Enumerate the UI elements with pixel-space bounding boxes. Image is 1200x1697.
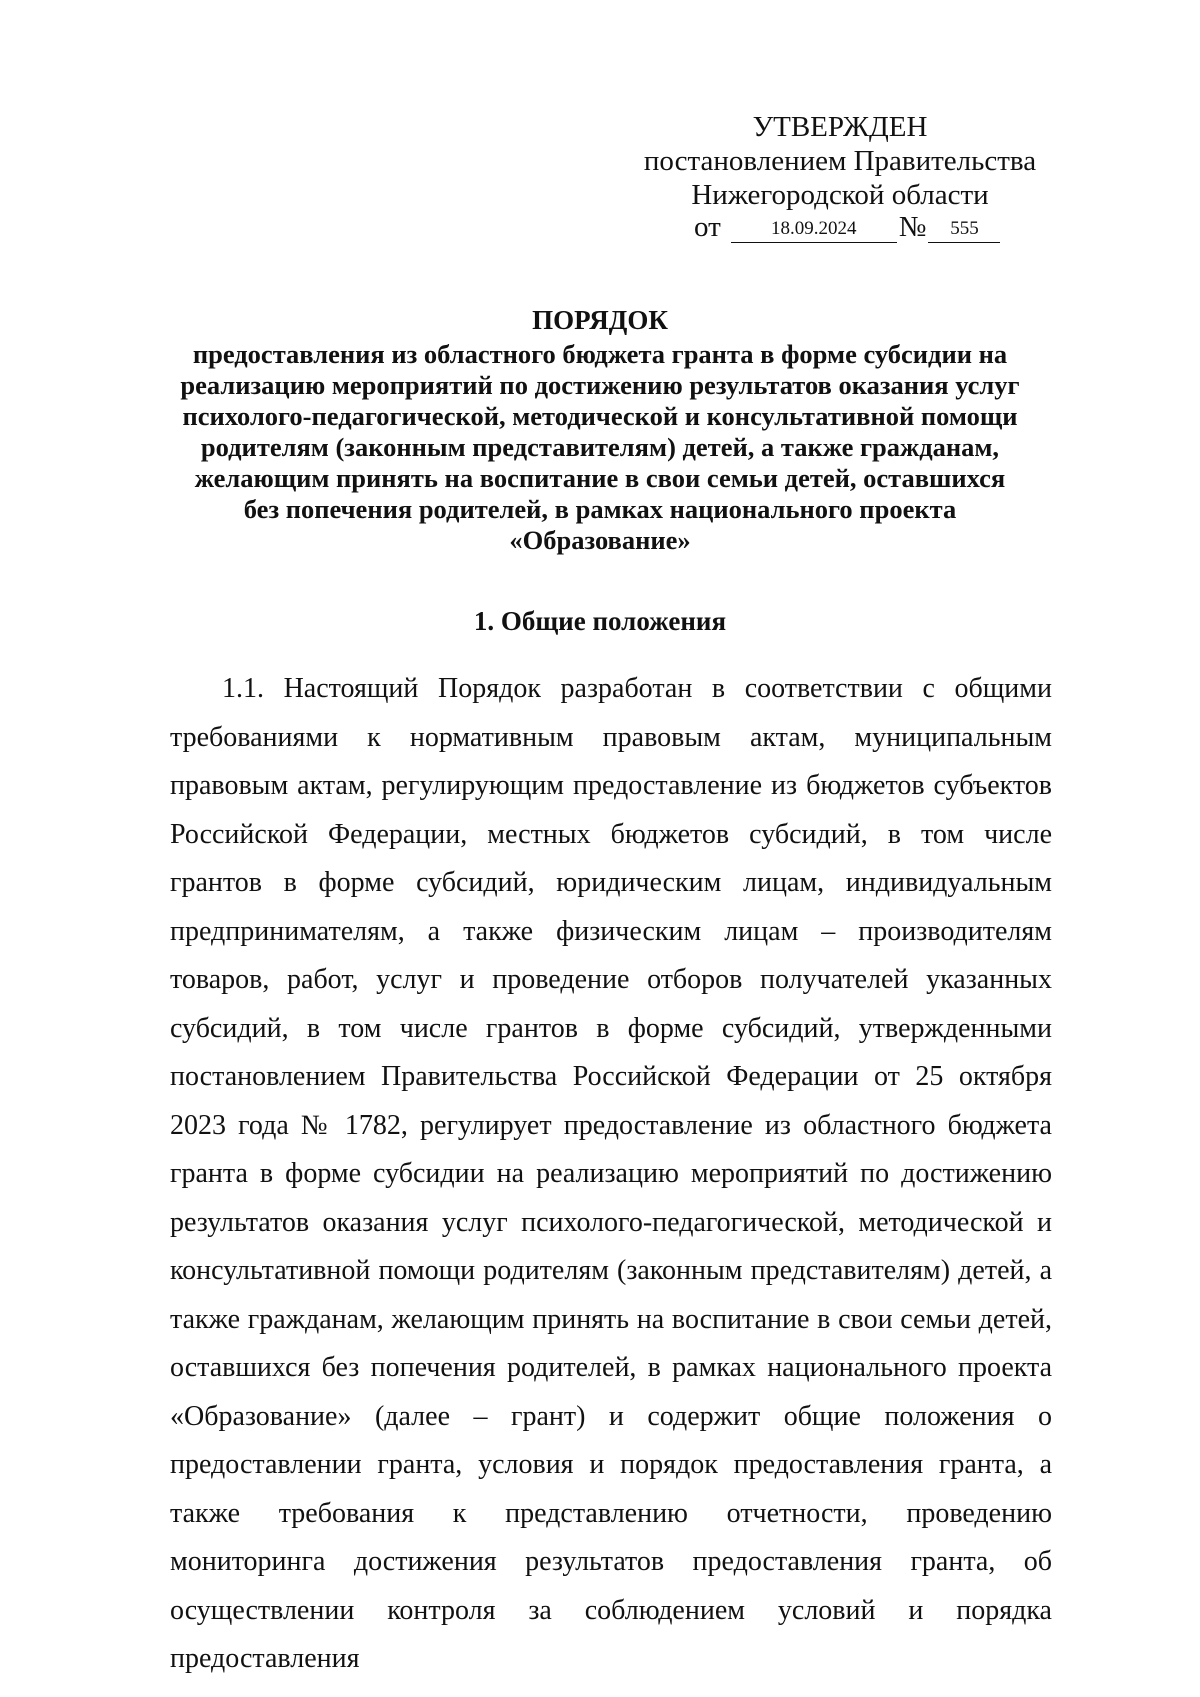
- approval-block: [610, 110, 1070, 212]
- document-title-line: желающим принять на воспитание в свои семьи детей, оставшихся: [194, 463, 1006, 493]
- approval-from-label: от: [694, 211, 721, 243]
- approval-line-decree: постановлением Правительства: [643, 145, 1037, 177]
- approval-number-sign: №: [898, 211, 927, 243]
- document-title-line: «Образование»: [509, 525, 691, 555]
- body-paragraph: 1.1. Настоящий Порядок разработан в соответствии с общими требованиями к нормативным правовым актам, муниципальным правовым актам, регулирующим предоставление из бюджетов субъектов Российской Федерации, местных бюджетов субсидий, в том числе грантов в форме субсидий, юридическим лицам, индивидуальным предпринимателям, а также физическим лицам – производителям товаров, работ, услуг и проведение отборов получателей указанных субсидий, в том числе грантов в форме субсидий, утвержденными постановлением Правительства Российской Федерации от 25 октября 2023 года № 1782, регулирует предоставление из областного бюджета гранта в форме субсидии на реализацию мероприятий по достижению результатов оказания услуг психолого-педагогической, методической и консультативной помощи родителям (законным представителям) детей, а также гражданам, желающим принять на воспитание в свои семьи детей, оставшихся без попечения родителей, в рамках национального проекта «Образование» (далее – грант) и содержит общие положения о предоставлении гранта, условия и порядок предоставления гранта, а также требования к представлению отчетности, проведению мониторинга достижения результатов предоставления гранта, об осуществлении контроля за соблюдением условий и порядка предоставления: [170, 673, 1052, 1674]
- approval-date: 18.09.2024: [731, 216, 897, 243]
- document-title-line: без попечения родителей, в рамках национального проекта: [243, 494, 957, 524]
- document-title: [150, 305, 1050, 556]
- document-title-line: реализацию мероприятий по достижению результатов оказания услуг: [180, 370, 1020, 400]
- document-title-line: психолого-педагогической, методической и консультативной помощи: [182, 401, 1018, 431]
- approval-date-line: [694, 210, 1000, 245]
- section-heading: 1. Общие положения: [473, 606, 727, 636]
- approval-number: 555: [928, 216, 1000, 243]
- document-title-line: родителям (законным представителям) детей, а также гражданам,: [200, 432, 1000, 462]
- document-title-line: предоставления из областного бюджета гранта в форме субсидии на: [192, 339, 1008, 369]
- approval-heading: УТВЕРЖДЕН: [752, 111, 928, 143]
- document-title-main: ПОРЯДОК: [532, 305, 668, 335]
- approval-line-region: Нижегородской области: [691, 179, 989, 211]
